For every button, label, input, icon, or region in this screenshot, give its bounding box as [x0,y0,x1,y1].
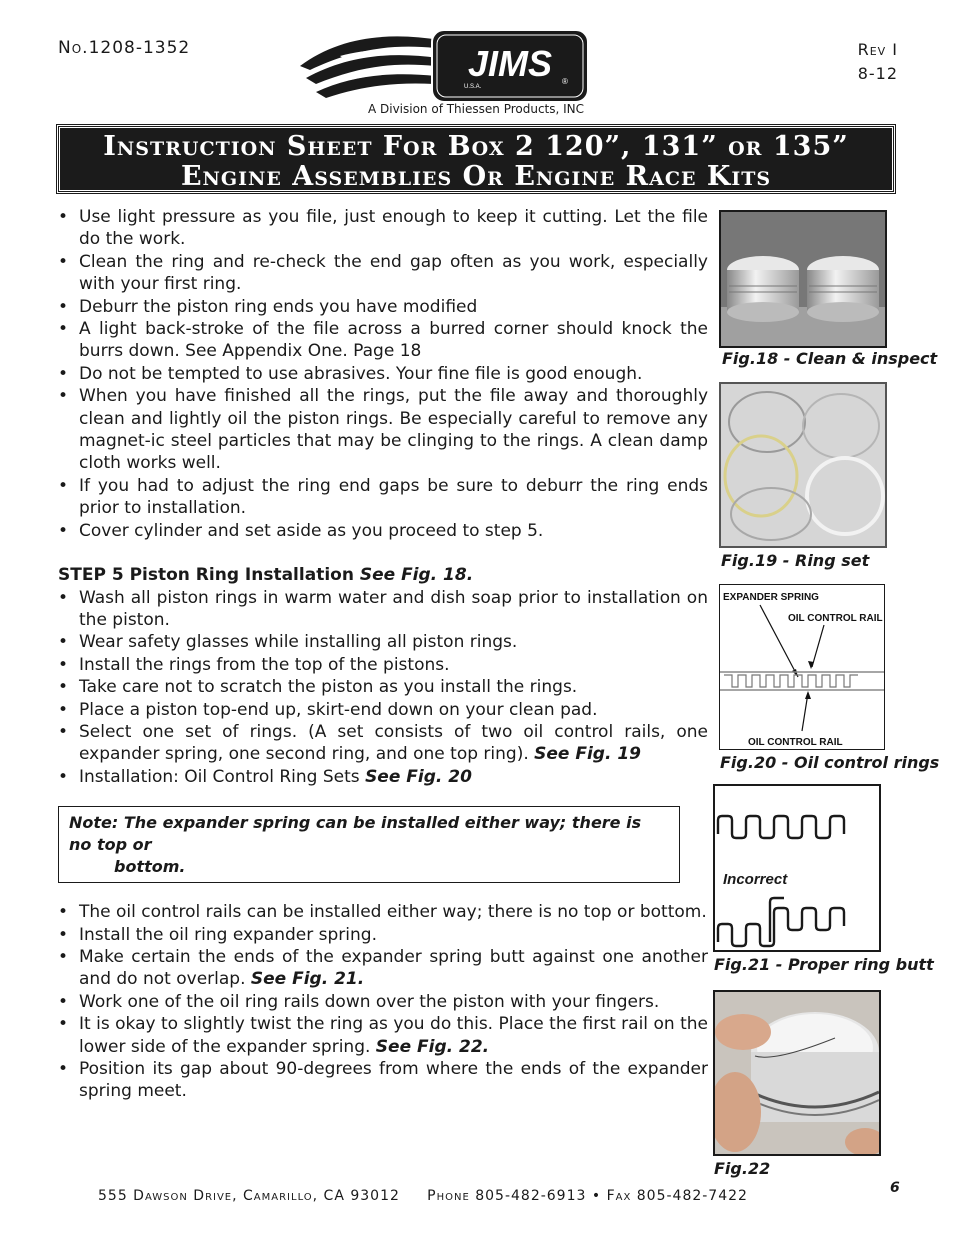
label-expander-spring: EXPANDER SPRING [723,592,819,603]
figure-ref: See Fig. 22. [375,1036,490,1057]
list-item: • Cover cylinder and set aside as you proceed to step 5. [58,520,708,542]
title-line-1: Instruction Sheet For Box 2 120”, 131” or 135” [103,131,849,162]
list-item: • Use light pressure as you file, just enough to keep it cutting. Let the file do the work. [58,206,708,251]
jims-logo [300,26,592,108]
list-item: • Deburr the piston ring ends you have modified [58,296,708,318]
list-item [58,924,708,946]
list-item [58,721,708,766]
fig21-diagram [713,784,881,952]
list-item [58,631,708,653]
list-item-text: Wash all piston rings in warm water and dish soap prior to installation on the piston. [79,587,708,630]
logo-registered: ® [562,77,568,86]
division-text: A Division of Thiessen Products, INC [367,102,585,116]
fig22-caption: Fig.22 [714,1159,771,1178]
fig18-caption: Fig.18 - Clean & inspect [722,349,938,368]
ring-set-illustration [721,384,885,546]
logo-sub: U.S.A. [464,84,482,90]
list-item [58,1013,708,1058]
list-item [58,766,708,788]
revision-date: 8-12 [857,64,898,83]
page-number: 6 [890,1180,900,1196]
fig22-photo [713,990,881,1156]
note-line-1: Note: The expander spring can be installed either way; there is no top or [69,813,642,855]
list-item-text: Install the oil ring expander spring. [79,924,377,945]
list-item-text: Make certain the ends of the expander spring butt against one another and do not overlap. [79,946,708,990]
list-item [58,676,708,698]
list-item-text: Select one set of rings. (A set consists of two oil control rails, one expander spring, one second ring, and one top ring). [79,721,708,765]
list-item: • Do not be tempted to use abrasives. Your fine file is good enough. [58,363,708,385]
title-line-2: Engine Assemblies Or Engine Race Kits [180,161,772,192]
list-item [58,901,708,923]
incorrect-label: Incorrect [723,871,788,888]
fig19-caption: Fig.19 - Ring set [721,551,870,570]
list-item-text: Place a piston top-end up, skirt-end down on your clean pad. [79,699,598,720]
bullet-list-top [58,206,708,542]
fig19-photo [719,382,887,548]
list-item [58,991,708,1013]
list-item: • Clean the ring and re-check the end gap often as you work, especially with your first ring. [58,251,708,296]
label-oil-control-rail-top: OIL CONTROL RAIL [788,613,883,624]
note-line-2: bottom. [114,857,186,877]
list-item-text: Position its gap about 90-degrees from where the ends of the expander spring meet. [79,1059,708,1102]
fig20-caption: Fig.20 - Oil control rings [720,753,940,772]
bullet-list-step5 [58,587,708,789]
list-item: • If you had to adjust the ring end gaps be sure to deburr the ring ends prior to installation. [58,475,708,520]
document-number: No.1208-1352 [58,38,191,58]
figure-ref: See Fig. 20 [365,766,472,787]
fig21-caption: Fig.21 - Proper ring butt [714,955,934,974]
list-item: • A light back-stroke of the file across a burred corner should knock the burrs down. See Appendix One. Page 18 [58,318,708,363]
step5-title: STEP 5 Piston Ring Installation [58,565,360,586]
step5-ref: See Fig. 18. [359,565,474,586]
fig20-diagram [719,584,885,750]
list-item [58,654,708,676]
list-item [58,946,708,991]
figure-ref: See Fig. 21. [250,969,365,990]
list-item-text: The oil control rails can be installed either way; there is no top or bottom. [79,902,707,923]
main-content [58,206,708,1103]
list-item [58,1058,708,1103]
list-item-text: It is okay to slightly twist the ring as you do this. Place the first rail on the lower side of the expander spring. [79,1014,708,1057]
footer-address: 555 Dawson Drive, Camarillo, CA 93012 Phone 805-482-6913 • Fax 805-482-7422 [98,1188,748,1204]
fig18-photo [719,210,887,348]
bullet-list-bottom [58,901,708,1103]
list-item: • When you have finished all the rings, put the file away and thoroughly clean and lightly oil the piston rings. Be especially careful to remove any magnet-ic steel particles that may be clinging to the rings. A clean damp cloth works well. [58,385,708,475]
list-item [58,587,708,632]
list-item-text: Take care not to scratch the piston as you install the rings. [79,677,578,698]
step5-heading [58,564,708,586]
oil-control-diagram [720,585,884,749]
logo-wordmark: JIMS [467,43,553,84]
list-item [58,699,708,721]
ring-butt-diagram [715,786,879,950]
pistons-illustration [721,212,885,346]
figure-ref: See Fig. 19 [534,744,642,765]
list-item-text: Work one of the oil ring rails down over the piston with your fingers. [79,991,660,1012]
list-item-text: Wear safety glasses while installing all piston rings. [79,632,518,653]
ring-install-illustration [715,992,879,1154]
revision-label: Rev I [857,40,898,59]
page-title [57,125,895,193]
list-item-text: Install the rings from the top of the pistons. [79,654,450,675]
list-item-text: Installation: Oil Control Ring Sets [79,766,366,787]
note-box [58,806,680,883]
label-oil-control-rail-bottom: OIL CONTROL RAIL [748,737,843,748]
revision-block [858,38,898,86]
